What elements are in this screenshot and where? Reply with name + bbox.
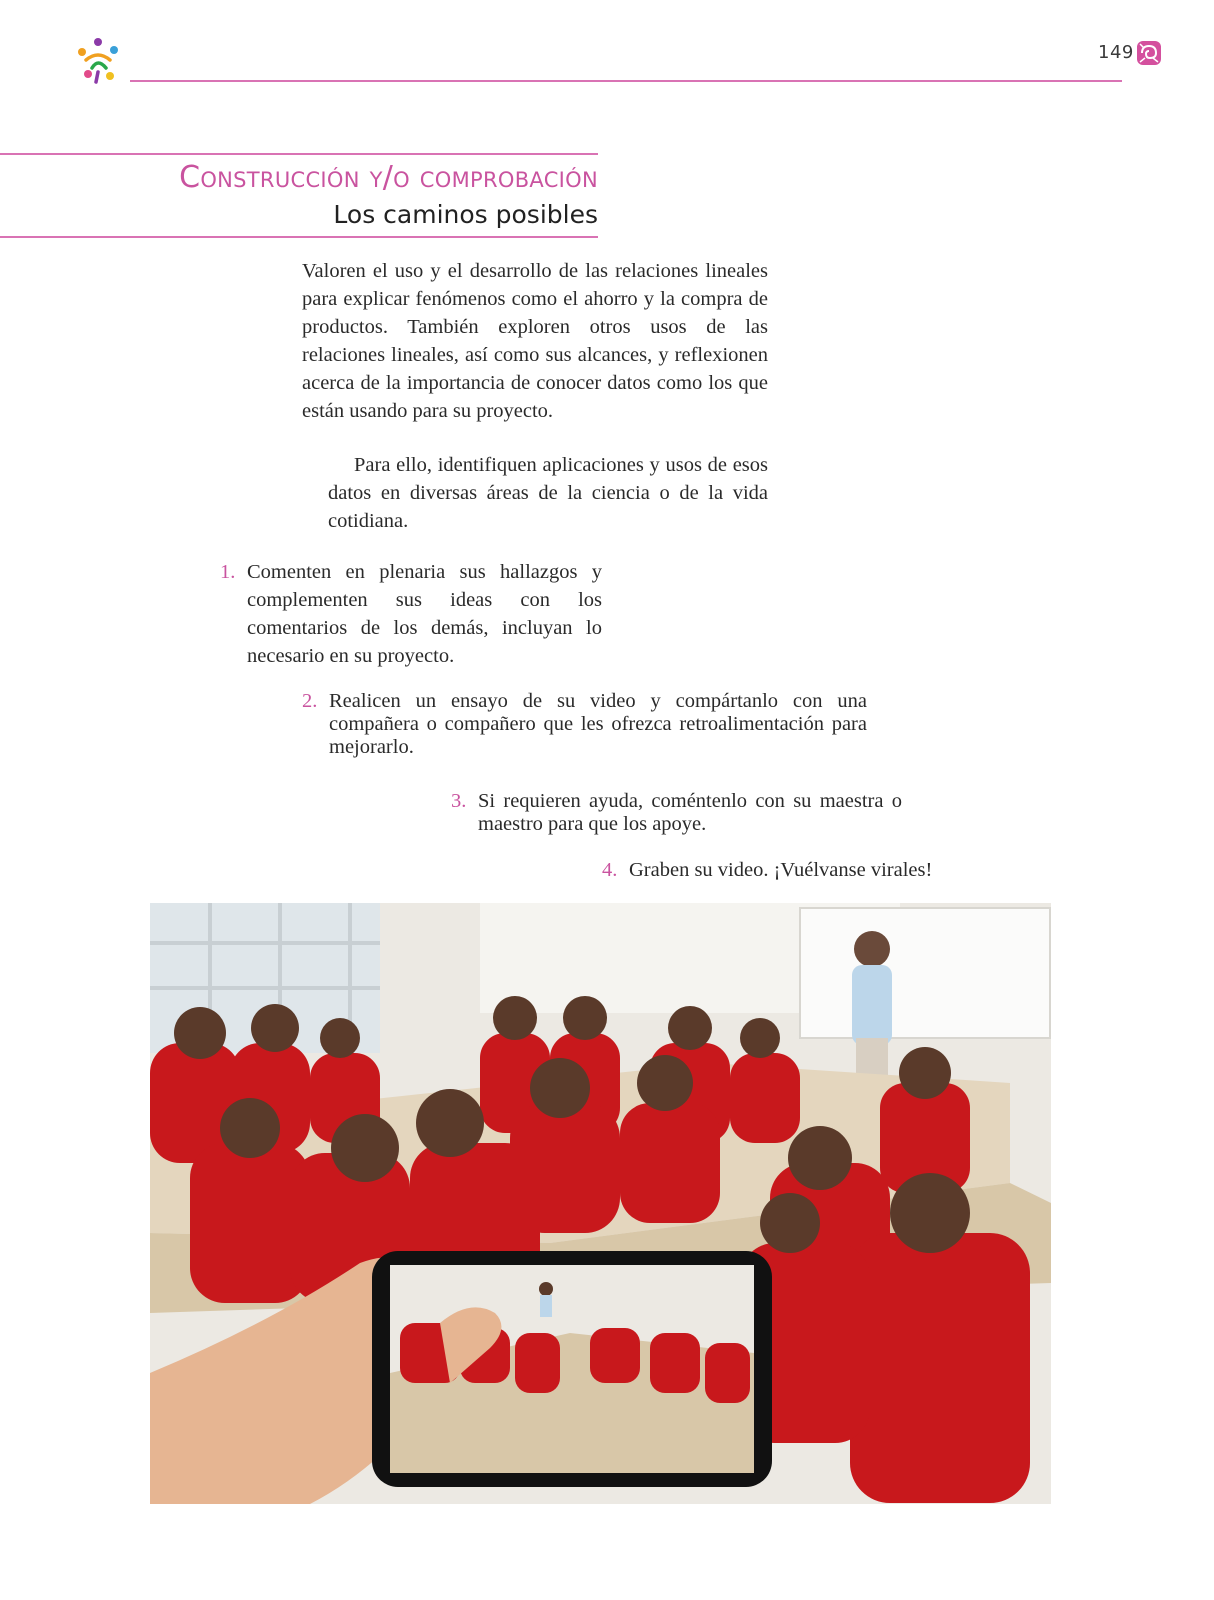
- second-paragraph: Para ello, identifiquen aplicaciones y usos de esos datos en diversas áreas de la ciencia o de la vida cotidiana.: [328, 454, 768, 532]
- step-text: Si requieren ayuda, coméntenlo con su maestra o maestro para que los apoye.: [478, 790, 902, 835]
- header-rule: [130, 80, 1122, 82]
- classroom-illustration: [150, 903, 1051, 1504]
- section-subtitle: Los caminos posibles: [333, 200, 598, 229]
- intro-paragraph: Valoren el uso y el desarrollo de las relaciones lineales para explicar fenómenos como el ahorro y la compra de productos. También exploren otros usos de las relaciones lineales, así como sus alcances, y reflexionen acerca de la importancia de conocer datos como los que están usando para su proyecto.: [302, 260, 768, 422]
- step-number: 3.: [451, 790, 467, 812]
- step-item: [451, 790, 902, 836]
- section-title: Construcción y/o comprobación: [179, 160, 598, 195]
- pink-glyph-icon: [1136, 40, 1162, 66]
- step-number: 1.: [220, 561, 236, 583]
- step-item: [602, 856, 969, 884]
- step-item: [302, 690, 867, 759]
- step-text: Comenten en plenaria sus hallazgos y complementen sus ideas con los comentarios de los demás, incluyan lo necesario en su proyecto.: [247, 561, 602, 667]
- section-rule-bottom: [0, 236, 598, 238]
- step-item: [220, 558, 602, 670]
- step-text: Graben su video. ¡Vuélvanse virales!: [629, 859, 933, 881]
- page-number: 149: [1098, 42, 1134, 63]
- section-rule-top: [0, 153, 598, 155]
- step-number: 4.: [602, 859, 618, 881]
- classroom-photo: [150, 903, 1051, 1504]
- dancing-figure-logo-icon: [72, 34, 124, 86]
- step-number: 2.: [302, 690, 318, 712]
- step-text: Realicen un ensayo de su video y compártanlo con una compañera o compañero que les ofrezca retroalimentación para mejorarlo.: [329, 690, 867, 758]
